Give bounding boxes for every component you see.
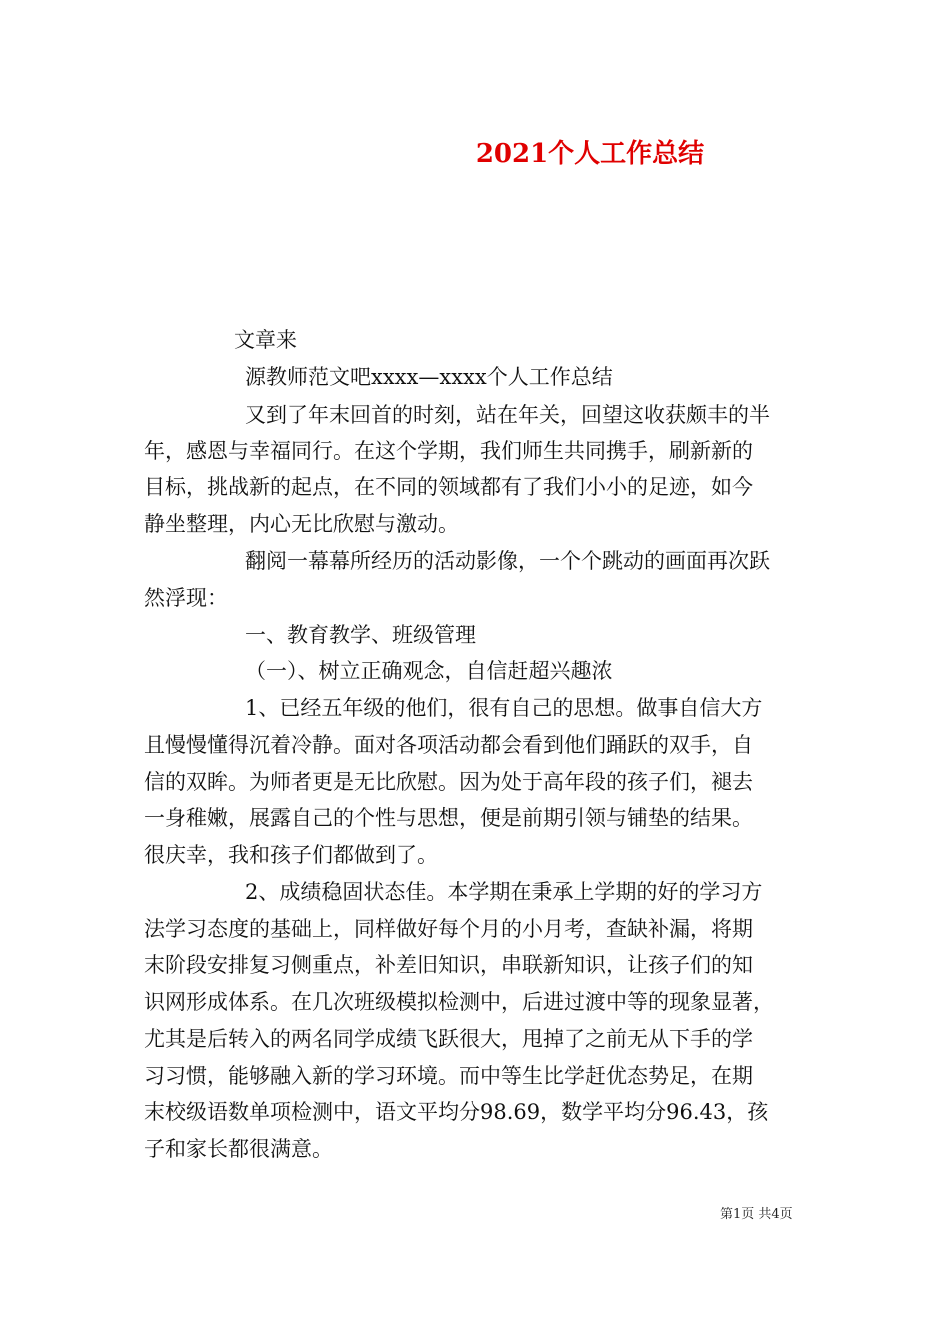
- text-line-21: 习习惯，能够融入新的学习环境。而中等生比学赶优态势足，在期: [144, 1064, 753, 1088]
- text-line-18: 末阶段安排复习侧重点，补差旧知识，串联新知识，让孩子们的知: [144, 953, 753, 977]
- text-line-12: 且慢慢懂得沉着冷静。面对各项活动都会看到他们踊跃的双手，自: [144, 733, 753, 757]
- text-line-7: 翻阅一幕幕所经历的活动影像，一个个跳动的画面再次跃: [245, 549, 770, 573]
- text-line-20: 尤其是后转入的两名同学成绩飞跃很大，甩掉了之前无从下手的学: [144, 1027, 753, 1051]
- text-line-9: 一、教育教学、班级管理: [245, 623, 476, 647]
- text-line-6: 静坐整理，内心无比欣慰与激动。: [144, 512, 459, 536]
- document-title: 2021个人工作总结: [475, 139, 705, 169]
- text-line-13: 信的双眸。为师者更是无比欣慰。因为处于高年段的孩子们，褪去: [144, 770, 753, 794]
- text-line-1: 文章来: [234, 328, 297, 352]
- text-line-19: 识网形成体系。在几次班级模拟检测中，后进过渡中等的现象显著，: [144, 990, 774, 1014]
- text-line-5: 目标，挑战新的起点，在不同的领域都有了我们小小的足迹，如今: [144, 475, 753, 499]
- text-line-16: 2、成绩稳固状态佳。本学期在秉承上学期的好的学习方: [245, 880, 763, 904]
- text-line-11: 1、已经五年级的他们，很有自己的思想。做事自信大方: [245, 696, 763, 720]
- text-line-14: 一身稚嫩，展露自己的个性与思想，便是前期引领与铺垫的结果。: [144, 806, 753, 830]
- text-line-15: 很庆幸，我和孩子们都做到了。: [144, 843, 438, 867]
- page-number-footer: 第1页 共4页: [720, 1207, 793, 1222]
- text-line-4: 年，感恩与幸福同行。在这个学期，我们师生共同携手，刷新新的: [144, 439, 753, 463]
- text-line-8: 然浮现：: [144, 586, 228, 610]
- text-line-22: 末校级语数单项检测中，语文平均分98.69，数学平均分96.43，孩: [144, 1100, 769, 1124]
- text-line-23: 子和家长都很满意。: [144, 1137, 333, 1161]
- text-line-2: 源教师范文吧xxxx—xxxx个人工作总结: [245, 365, 613, 389]
- text-line-17: 法学习态度的基础上，同样做好每个月的小月考，查缺补漏，将期: [144, 917, 753, 941]
- text-line-10: （一）、树立正确观念，自信赶超兴趣浓: [245, 659, 613, 683]
- text-line-3: 又到了年末回首的时刻，站在年关，回望这收获颇丰的半: [245, 403, 770, 427]
